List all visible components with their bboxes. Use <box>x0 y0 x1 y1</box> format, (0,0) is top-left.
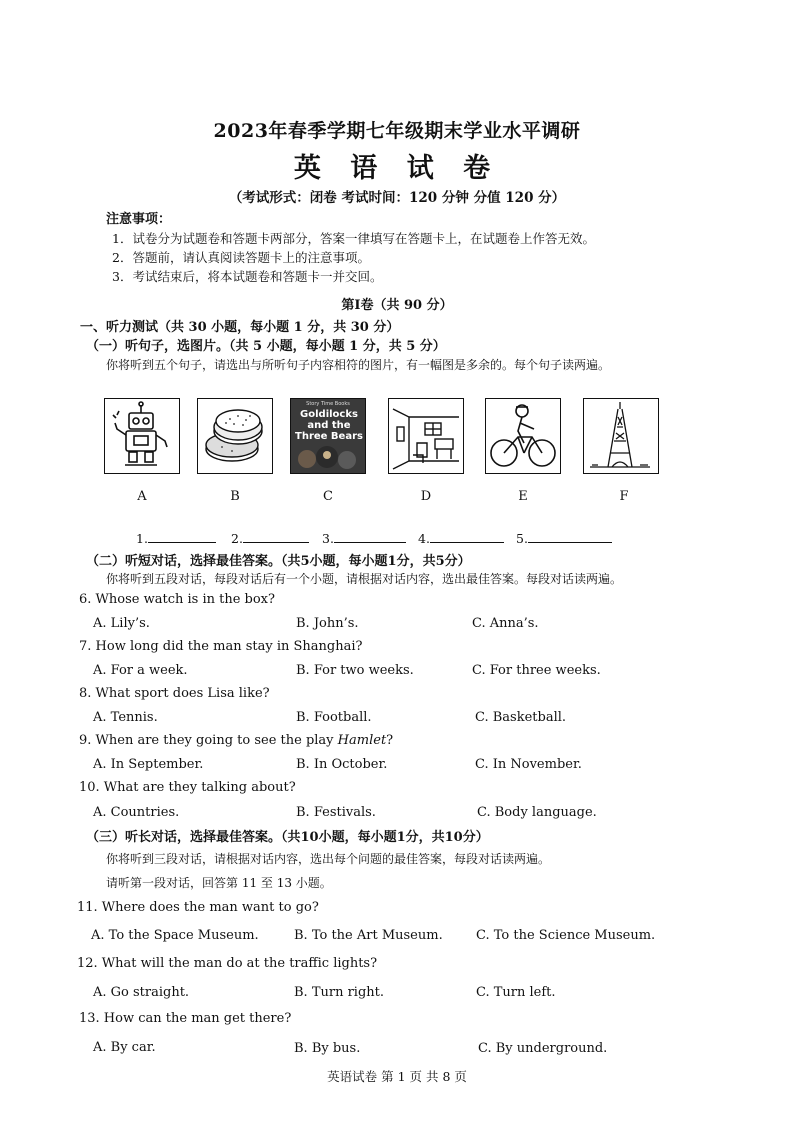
section2-title: （二）听短对话，选择最佳答案。（共5小题，每小题1分，共5分） <box>86 554 471 569</box>
section1-title: （一）听句子，选图片。（共 5 小题，每小题 1 分，共 5 分） <box>86 339 446 354</box>
picture-letter-b: B <box>230 489 240 504</box>
picture-d <box>388 398 464 474</box>
note-text: 1．试卷分为试题卷和答题卡两部分，答案一律填写在答题卡上，在试题卷上作答无效。 <box>112 231 595 246</box>
question-10: 10. What are they talking about? <box>79 780 296 795</box>
picture-letter-e: E <box>518 489 528 504</box>
page-footer: 英语试卷 第 1 页 共 8 页 <box>327 1069 467 1084</box>
q9-option-b[interactable]: B. In October. <box>296 757 388 772</box>
q12-option-a[interactable]: A. Go straight. <box>93 985 190 1000</box>
q7-option-c[interactable]: C. For three weeks. <box>472 663 601 678</box>
picture-letter-f: F <box>619 489 629 504</box>
picture-b <box>197 398 273 474</box>
picture-letter-a: A <box>137 489 147 504</box>
q11-option-a[interactable]: A. To the Space Museum. <box>91 928 259 943</box>
book-series: Story Time Books <box>306 401 350 407</box>
note-item-1 <box>112 229 595 247</box>
robot-icon <box>105 399 178 472</box>
question-13: 13. How can the man get there? <box>79 1011 292 1026</box>
room-icon <box>389 399 462 472</box>
section1-instruction: 你将听到五个句子，请选出与所听句子内容相符的图片，有一幅图是多余的。每个句子读两遍。 <box>106 358 611 372</box>
exam-info: （考试形式：闭卷 考试时间：120 分钟 分值 120 分） <box>228 190 566 206</box>
note-item-3: 3．考试结束后，将本试题卷和答题卡一并交回。 <box>112 269 383 284</box>
q6-option-a[interactable]: A. Lily’s. <box>93 616 150 631</box>
blank-2[interactable]: 2. <box>231 530 309 546</box>
q9-option-a[interactable]: A. In September. <box>93 757 204 772</box>
q13-option-b[interactable]: B. By bus. <box>294 1041 361 1056</box>
question-6: 6. Whose watch is in the box? <box>79 592 275 607</box>
q12-option-c[interactable]: C. Turn left. <box>476 985 556 1000</box>
blank-5[interactable]: 5. <box>516 530 612 546</box>
q11-option-b[interactable]: B. To the Art Museum. <box>294 928 443 943</box>
q13-option-c[interactable]: C. By underground. <box>478 1041 608 1056</box>
part1-title: 一、听力测试（共 30 小题，每小题 1 分，共 30 分） <box>80 320 400 335</box>
picture-e <box>485 398 561 474</box>
book-cover-icon <box>291 399 364 472</box>
q6-option-b[interactable]: B. John’s. <box>296 616 359 631</box>
q8-option-c[interactable]: C. Basketball. <box>475 710 567 725</box>
question-7: 7. How long did the man stay in Shanghai? <box>79 639 363 654</box>
q8-option-b[interactable]: B. Football. <box>296 710 372 725</box>
q10-option-b[interactable]: B. Festivals. <box>296 805 376 820</box>
note-item-2: 2．答题前，请认真阅读答题卡上的注意事项。 <box>112 250 370 265</box>
q7-option-a[interactable]: A. For a week. <box>93 663 188 678</box>
q10-option-c[interactable]: C. Body language. <box>477 805 597 820</box>
question-12: 12. What will the man do at the traffic lights? <box>77 956 378 971</box>
eiffel-tower-icon <box>584 399 657 472</box>
q11-option-c[interactable]: C. To the Science Museum. <box>476 928 656 943</box>
cyclist-icon <box>486 399 559 472</box>
section3-title: （三）听长对话，选择最佳答案。（共10小题，每小题1分，共10分） <box>86 830 489 845</box>
exam-title: 2023年春季学期七年级期末学业水平调研 <box>213 120 581 142</box>
question-8: 8. What sport does Lisa like? <box>79 686 270 701</box>
picture-letter-d: D <box>420 489 432 504</box>
question-9: 9. When are they going to see the play Hamlet? <box>79 733 394 748</box>
volume-title: 第Ⅰ卷（共 90 分） <box>341 298 453 313</box>
q8-option-a[interactable]: A. Tennis. <box>93 710 158 725</box>
picture-a <box>104 398 180 474</box>
section3-sub-instruction: 请听第一段对话，回答第 11 至 13 小题。 <box>106 876 332 890</box>
book-title: Goldilocks and the Three Bears <box>295 409 363 442</box>
q12-option-b[interactable]: B. Turn right. <box>294 985 385 1000</box>
cookies-icon <box>198 399 271 472</box>
picture-c <box>290 398 366 474</box>
q9-option-c[interactable]: C. In November. <box>475 757 582 772</box>
blank-3[interactable]: 3. <box>322 530 406 546</box>
section2-instruction: 你将听到五段对话，每段对话后有一个小题，请根据对话内容，选出最佳答案。每段对话读两遍。 <box>106 572 623 586</box>
picture-letter-c: C <box>323 489 333 504</box>
picture-f <box>583 398 659 474</box>
blank-1[interactable]: 1. <box>136 530 216 546</box>
notes-heading: 注意事项： <box>106 212 172 227</box>
subject-title: 英 语 试 卷 <box>293 153 501 184</box>
section3-instruction: 你将听到三段对话，请根据对话内容，选出每个问题的最佳答案，每段对话读两遍。 <box>106 852 551 866</box>
q13-option-a[interactable]: A. By car. <box>93 1040 156 1055</box>
q7-option-b[interactable]: B. For two weeks. <box>296 663 414 678</box>
question-11: 11. Where does the man want to go? <box>77 900 319 915</box>
blank-4[interactable]: 4. <box>418 530 504 546</box>
q6-option-c[interactable]: C. Anna’s. <box>472 616 539 631</box>
q10-option-a[interactable]: A. Countries. <box>93 805 180 820</box>
